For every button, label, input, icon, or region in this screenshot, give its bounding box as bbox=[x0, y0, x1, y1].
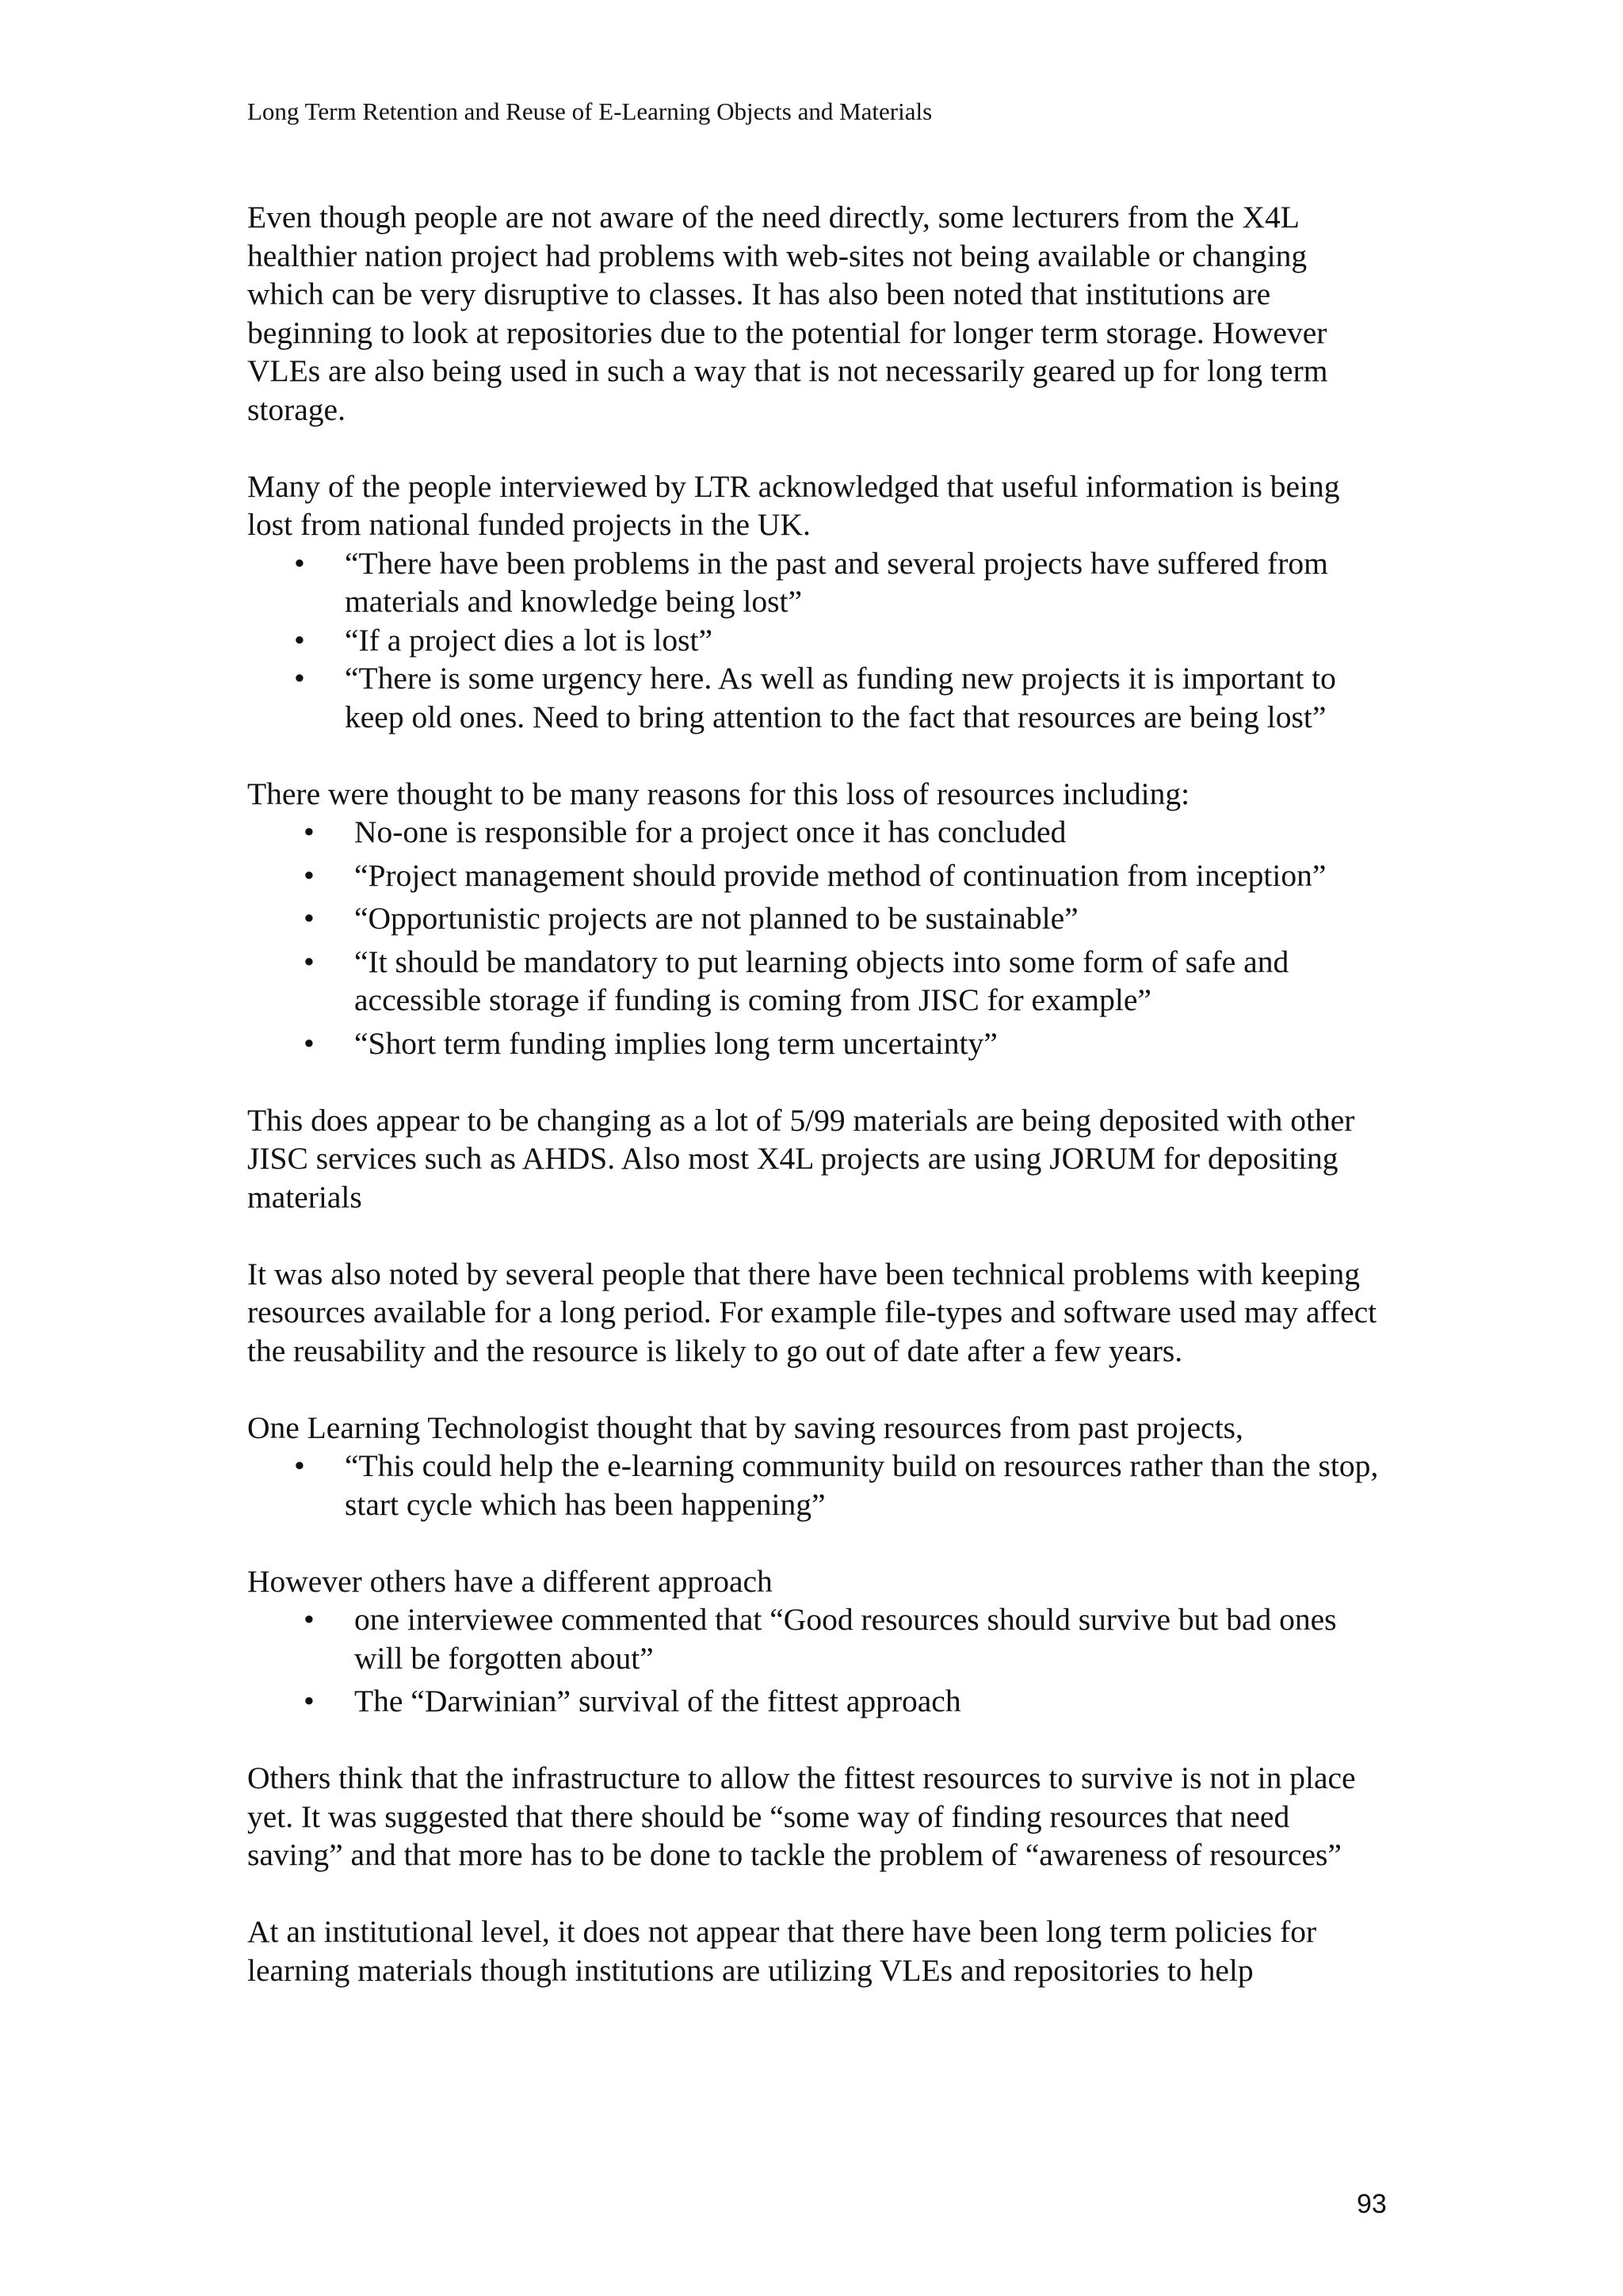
document-body bbox=[247, 198, 1388, 1989]
quotes-list-information-lost bbox=[247, 544, 1388, 737]
paragraph-technical-problems: It was also noted by several people that there have been technical problems with keeping resources available for a long period. For example file-types and software used may affect the reusability and the resource is likely to go out of date after a few years. bbox=[247, 1256, 1377, 1368]
list-item: • “Project management should provide method of continuation from inception” bbox=[247, 856, 1388, 895]
paragraph-learning-technologist: One Learning Technologist thought that by saving resources from past projects, bbox=[247, 1409, 1243, 1445]
paragraph-changing-deposits: This does appear to be changing as a lot of 5/99 materials are being deposited with other JISC services such as AHDS. Also most X4L projects are using JORUM for depositing materials bbox=[247, 1102, 1355, 1215]
approach-list bbox=[247, 1600, 1388, 1721]
list-item: • “There is some urgency here. As well as funding new projects it is important to keep old ones. Need to bring attention to the fact that resources are being lost” bbox=[247, 659, 1388, 736]
list-item: • “Short term funding implies long term uncertainty” bbox=[247, 1024, 1388, 1063]
paragraph-lecturer-problems: Even though people are not aware of the need directly, some lecturers from the X4L healthier nation project had problems with web-sites not being available or changing which can be very disruptive to classes. It has also been noted that institutions are beginning to look at repositories due to the potential for longer term storage. However VLEs are also being used in such a way that is not necessarily geared up for long term storage. bbox=[247, 200, 1328, 427]
paragraph-institutional-level: At an institutional level, it does not appear that there have been long term policies for learning materials though institutions are utilizing VLEs and repositories to help bbox=[247, 1914, 1317, 1988]
page-number: 93 bbox=[1357, 2189, 1387, 2219]
reasons-list bbox=[247, 813, 1388, 1062]
paragraph-infrastructure: Others think that the infrastructure to allow the fittest resources to survive is not in place yet. It was suggested that there should be “some way of finding resources that need saving” and that more has to be done to tackle the problem of “awareness of resources” bbox=[247, 1760, 1356, 1872]
paragraph-different-approach: However others have a different approach bbox=[247, 1563, 773, 1599]
list-item: • No-one is responsible for a project once it has concluded bbox=[247, 813, 1388, 852]
list-item: • one interviewee commented that “Good resources should survive but bad ones will be forgotten about” bbox=[247, 1600, 1388, 1677]
list-item: • “It should be mandatory to put learning objects into some form of safe and accessible storage if funding is coming from JISC for example” bbox=[247, 943, 1388, 1020]
list-item: • “This could help the e-learning community build on resources rather than the stop, start cycle which has been happening” bbox=[247, 1447, 1388, 1524]
running-header: Long Term Retention and Reuse of E-Learning Objects and Materials bbox=[247, 97, 933, 125]
list-item: • The “Darwinian” survival of the fittest approach bbox=[247, 1682, 1388, 1721]
list-item: • “If a project dies a lot is lost” bbox=[247, 621, 1388, 660]
list-item: • “Opportunistic projects are not planned to be sustainable” bbox=[247, 899, 1388, 938]
quotes-list-saving-resources bbox=[247, 1447, 1388, 1524]
paragraph-information-lost: Many of the people interviewed by LTR acknowledged that useful information is being lost from national funded projects in the UK. bbox=[247, 468, 1340, 542]
list-item: • “There have been problems in the past and several projects have suffered from materials and knowledge being lost” bbox=[247, 544, 1388, 621]
paragraph-loss-reasons: There were thought to be many reasons for this loss of resources including: bbox=[247, 776, 1190, 811]
